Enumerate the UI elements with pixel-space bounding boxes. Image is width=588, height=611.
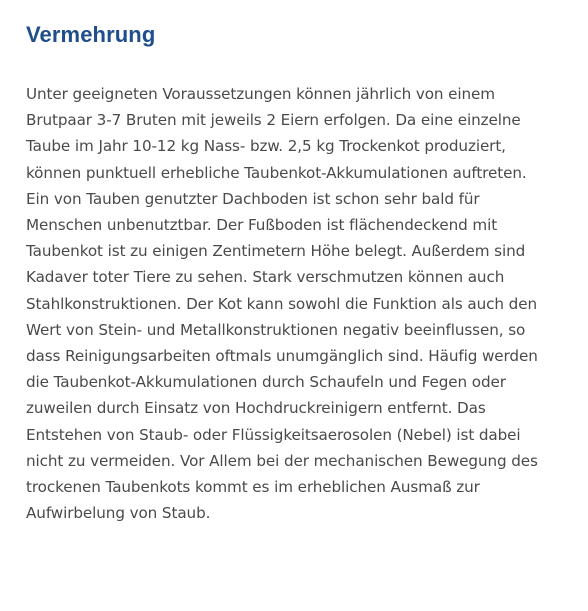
paragraph-line: Wert von Stein- und Metallkonstruktionen negativ beeinflussen, so [26, 320, 526, 339]
paragraph-line: dass Reinigungsarbeiten oftmals unumgänglich sind. Häufig werden [26, 347, 538, 366]
paragraph-line: Taubenkot ist zu einigen Zentimetern Höhe belegt. Außerdem sind [26, 242, 526, 261]
paragraph-line: trockenen Taubenkots kommt es im erheblichen Ausmaß zur [26, 478, 480, 497]
paragraph-line: Menschen unbenutztbar. Der Fußboden ist flächendeckend mit [26, 216, 498, 235]
paragraph-line: Taube im Jahr 10-12 kg Nass- bzw. 2,5 kg Trockenkot produziert, [26, 137, 506, 156]
paragraph-line: zuweilen durch Einsatz von Hochdruckreinigern entfernt. Das [26, 399, 486, 418]
paragraph-line: Stahlkonstruktionen. Der Kot kann sowohl die Funktion als auch den [26, 294, 537, 313]
article-section [26, 0, 572, 526]
paragraph-line: Entstehen von Staub- oder Flüssigkeitsaerosolen (Nebel) ist dabei [26, 425, 521, 444]
paragraph-line: die Taubenkot-Akkumulationen durch Schaufeln und Fegen oder [26, 373, 506, 392]
paragraph-line: können punktuell erhebliche Taubenkot-Akkumulationen auftreten. [26, 163, 527, 182]
paragraph-line: Aufwirbelung von Staub. [26, 504, 211, 523]
paragraph-line: Unter geeigneten Voraussetzungen können jährlich von einem [26, 85, 495, 103]
paragraph-line: nicht zu vermeiden. Vor Allem bei der mechanischen Bewegung des [26, 451, 538, 470]
paragraph-line: Ein von Tauben genutzter Dachboden ist schon sehr bald für [26, 189, 480, 208]
paragraph-line: Brutpaar 3-7 Bruten mit jeweils 2 Eiern erfolgen. Da eine einzelne [26, 111, 521, 130]
paragraph-line: Kadaver toter Tiere zu sehen. Stark verschmutzen können auch [26, 268, 505, 287]
section-heading: Vermehrung [26, 22, 156, 47]
section-paragraph [26, 81, 572, 526]
